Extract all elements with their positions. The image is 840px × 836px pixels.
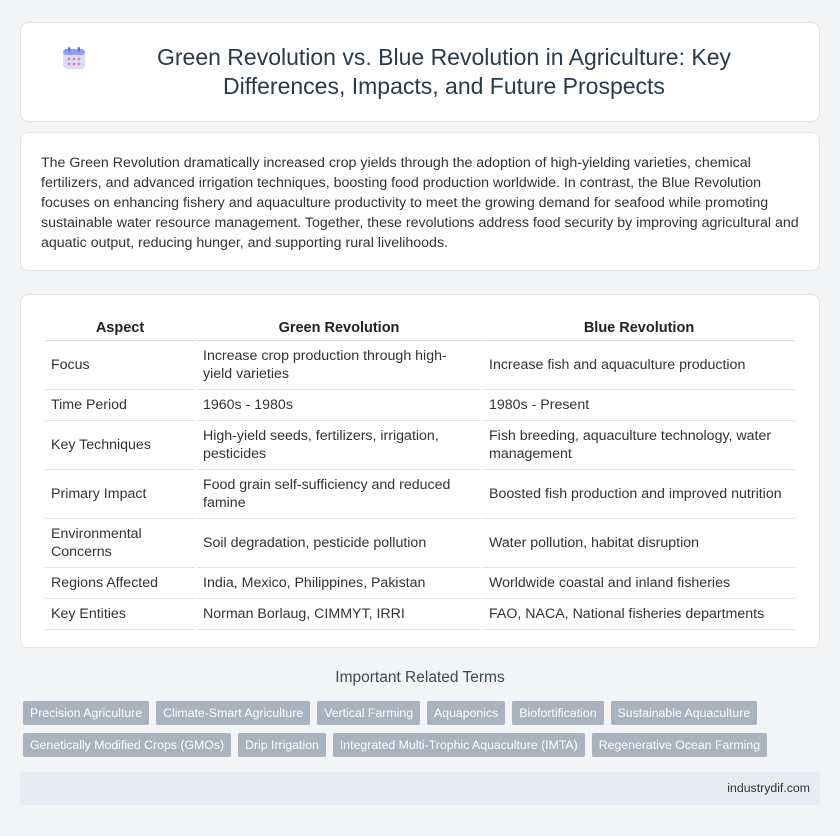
table-row [45,568,795,599]
table-cell: FAO, NACA, National fisheries departments [483,599,795,630]
table-cell: Time Period [45,390,195,421]
table-cell: Key Entities [45,599,195,630]
table-cell: Food grain self-sufficiency and reduced famine [197,470,481,519]
table-cell: Environmental Concerns [45,519,195,568]
comparison-table [43,309,797,630]
table-cell: Soil degradation, pesticide pollution [197,519,481,568]
table-row [45,599,795,630]
table-cell: 1980s - Present [483,390,795,421]
header-green-revolution: Green Revolution [197,309,481,341]
header-aspect: Aspect [45,309,195,341]
table-row [45,341,795,390]
table-cell: Worldwide coastal and inland fisheries [483,568,795,599]
tag-sustainable-aquaculture[interactable]: Sustainable Aquaculture [611,701,758,725]
tag-precision-agriculture[interactable]: Precision Agriculture [23,701,149,725]
tag-row [23,701,823,725]
calendar-icon [61,45,87,71]
header-blue-revolution: Blue Revolution [483,309,795,341]
header-card [20,22,820,122]
tag-vertical-farming[interactable]: Vertical Farming [317,701,420,725]
page-title: Green Revolution vs. Blue Revolution in Agriculture: Key Differences, Impacts, and Future Prospects [156,44,732,99]
table-row [45,470,795,519]
table-cell: High-yield seeds, fertilizers, irrigation, pesticides [197,421,481,470]
table-cell: Key Techniques [45,421,195,470]
table-cell: Regions Affected [45,568,195,599]
related-terms-tags [23,701,823,765]
table-cell: Norman Borlaug, CIMMYT, IRRI [197,599,481,630]
intro-card [20,132,820,271]
tag-regenerative-ocean-farming[interactable]: Regenerative Ocean Farming [592,733,767,757]
table-cell: Fish breeding, aquaculture technology, water management [483,421,795,470]
tag-imta[interactable]: Integrated Multi-Trophic Aquaculture (IMTA) [333,733,585,757]
footer-site-link[interactable]: industrydif.com [727,781,810,795]
table-cell: Increase fish and aquaculture production [483,341,795,390]
table-cell: Boosted fish production and improved nutrition [483,470,795,519]
related-terms-title: Important Related Terms [335,669,505,686]
intro-paragraph: The Green Revolution dramatically increased crop yields through the adoption of high-yielding varieties, chemical fertilizers, and advanced irrigation techniques, boosting food production worldwide. In contrast, the Blue Revolution focuses on enhancing fishery and aquaculture productivity to meet the growing demand for seafood while promoting sustainable water resource management. Together, these revolutions address food security by improving agricultural and aquatic output, reducing hunger, and supporting rural livelihoods. [41,155,799,251]
tag-aquaponics[interactable]: Aquaponics [427,701,505,725]
comparison-table-card [20,294,820,648]
footer [20,772,820,805]
table-cell: Water pollution, habitat disruption [483,519,795,568]
table-cell: Focus [45,341,195,390]
table-row [45,421,795,470]
tag-biofortification[interactable]: Biofortification [512,701,603,725]
table-cell: India, Mexico, Philippines, Pakistan [197,568,481,599]
table-row [45,390,795,421]
table-row [45,519,795,568]
table-cell: 1960s - 1980s [197,390,481,421]
table-cell: Primary Impact [45,470,195,519]
tag-gmo-crops[interactable]: Genetically Modified Crops (GMOs) [23,733,231,757]
table-cell: Increase crop production through high-yield varieties [197,341,481,390]
tag-climate-smart-agriculture[interactable]: Climate-Smart Agriculture [156,701,310,725]
tag-row [23,733,823,757]
tag-drip-irrigation[interactable]: Drip Irrigation [238,733,326,757]
